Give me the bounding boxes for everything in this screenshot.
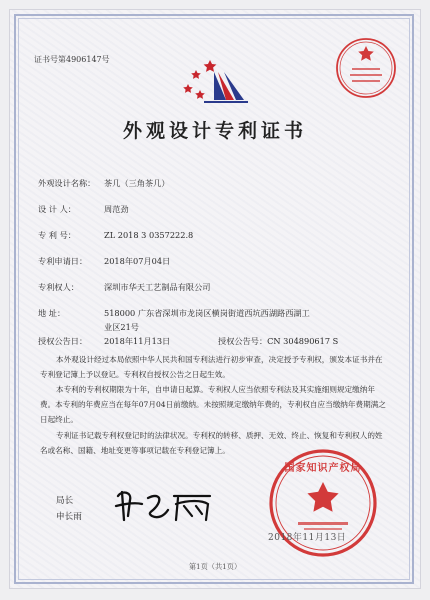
field-label: 授权公告日： — [38, 336, 88, 346]
field-label: 专利申请日： — [38, 256, 88, 266]
patent-office-emblem-icon — [174, 56, 256, 114]
field-value: 周范劲 — [104, 204, 129, 214]
paragraph-2: 本专利的专利权期限为十年，自申请日起算。专利权人应当依照专利法及其实施细则规定缴纳年费。本专利的年费应当在每年07月04日前缴纳。未按照规定缴纳年费的，专利权自应当缴纳年费期满之日起终止。 — [40, 385, 386, 424]
field-label: 专 利 号： — [38, 230, 76, 240]
official-red-stamp — [334, 36, 398, 104]
field-value: ZL 2018 3 0357222.8 — [104, 230, 194, 240]
field-value: 茶几（三角茶几） — [104, 178, 170, 188]
field-designer — [38, 204, 129, 215]
handwritten-signature — [112, 486, 222, 530]
page-title: 外观设计专利证书 — [122, 120, 307, 142]
office-seal — [268, 448, 378, 562]
field-label: 设 计 人： — [38, 204, 76, 214]
seal-text: 国家知识产权局 — [284, 463, 362, 474]
field-label: 外观设计名称： — [38, 178, 96, 188]
paragraph-1: 本外观设计经过本局依照中华人民共和国专利法进行初步审查，决定授予专利权，颁发本证书并在专利登记簿上予以登记。专利权自授权公告之日起生效。 — [40, 355, 383, 379]
field-value: CN 304890617 S — [267, 336, 339, 346]
signing-date: 2018年11月13日 — [268, 533, 347, 543]
field-address-line2: 业区21号 — [104, 322, 139, 332]
field-value: 2018年07月04日 — [104, 256, 171, 266]
signature-title-2: 申长雨 — [56, 512, 82, 522]
field-value: 深圳市华天工艺制品有限公司 — [104, 282, 211, 292]
field-label: 专利权人： — [38, 282, 79, 292]
field-address — [38, 308, 310, 319]
field-value: 2018年11月13日 — [104, 336, 171, 346]
field-label: 授权公告号： — [218, 336, 268, 346]
field-patentee — [38, 282, 210, 293]
field-design-name — [38, 178, 170, 189]
field-patent-number — [38, 230, 193, 241]
certificate-number: 证书号第4906147号 — [34, 55, 110, 64]
signature-title-1: 局长 — [56, 496, 74, 506]
paragraph-3: 专利证书记载专利权登记时的法律状况。专利权的转移、质押、无效、终止、恢复和专利权人的姓名或名称、国籍、地址变更等事项记载在专利登记簿上。 — [40, 431, 383, 455]
field-filing-date — [38, 256, 170, 267]
field-label: 地 址： — [38, 308, 66, 318]
field-grant-date — [38, 336, 170, 347]
field-grant-number — [218, 336, 338, 347]
page-footer: 第1页（共1页） — [188, 562, 242, 571]
field-value: 518000 广东省深圳市龙岗区横岗街道西坑西湖路西湖工 — [104, 308, 310, 318]
